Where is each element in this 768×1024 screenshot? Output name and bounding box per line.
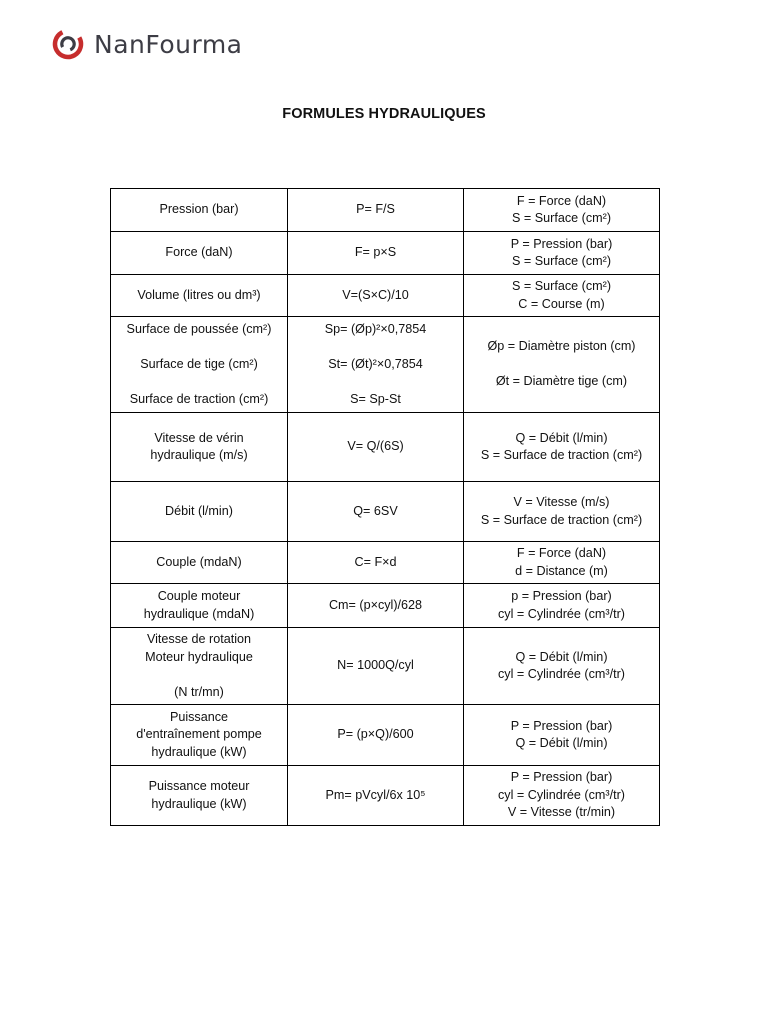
cell-text: S = Surface de traction (cm²) (480, 448, 643, 462)
cell-text: Cm= (p×cyl)/628 (328, 597, 423, 612)
cell-text: Pression (bar) (159, 202, 239, 217)
table-row (111, 189, 660, 232)
cell-text: cyl = Cylindrée (cm³/tr) (497, 667, 625, 681)
formula-cell (288, 317, 464, 413)
cell-text: Pm= pVcyl/6x 10⁵ (325, 787, 426, 802)
cell-text: C = Course (m) (518, 296, 605, 311)
cell-text: Q = Débit (l/min) (515, 649, 608, 664)
cell-text: Q = Débit (l/min) (515, 736, 608, 750)
cell-text: Puissance (169, 709, 229, 724)
page-title: FORMULES HYDRAULIQUES (282, 106, 486, 122)
table-row (111, 482, 660, 542)
quantity-cell (111, 317, 288, 413)
legend-cell (464, 275, 660, 317)
cell-text: St= (Øt)²×0,7854 (328, 356, 423, 371)
table-row (111, 232, 660, 275)
cell-text: S = Surface (cm²) (511, 211, 612, 225)
cell-text: P= (p×Q)/600 (337, 727, 414, 742)
cell-text: V = Vitesse (tr/min) (507, 805, 616, 820)
quantity-cell (111, 413, 288, 482)
formula-cell (288, 542, 464, 584)
legend-cell (464, 705, 660, 766)
cell-text: hydraulique (kW) (151, 796, 247, 811)
cell-text: V=(S×C)/10 (342, 287, 409, 302)
cell-text: Øp = Diamètre piston (cm) (487, 339, 636, 354)
quantity-cell (111, 705, 288, 766)
legend-cell (464, 232, 660, 275)
legend-cell (464, 584, 660, 628)
quantity-cell (111, 584, 288, 628)
cell-text: S = Surface (cm²) (511, 254, 612, 268)
cell-text: hydraulique (m/s) (150, 448, 248, 462)
formulas-table (110, 188, 660, 826)
cell-text: cyl = Cylindrée (cm³/tr) (497, 606, 625, 621)
legend-cell (464, 189, 660, 232)
cell-text: F = Force (daN) (516, 193, 607, 208)
legend-cell (464, 542, 660, 584)
cell-text: (N tr/mn) (174, 684, 224, 699)
formula-cell (288, 413, 464, 482)
cell-text: Vitesse de rotation (146, 632, 252, 646)
cell-text: Sp= (Øp)²×0,7854 (324, 321, 427, 336)
cell-text: Volume (litres ou dm³) (137, 287, 261, 302)
cell-text: Surface de traction (cm²) (129, 391, 269, 406)
quantity-cell (111, 189, 288, 232)
cell-text: p = Pression (bar) (511, 589, 612, 603)
cell-text: S= Sp-St (350, 391, 401, 406)
cell-text: Débit (l/min) (165, 503, 233, 518)
cell-text: Moteur hydraulique (145, 649, 253, 664)
formula-cell (288, 275, 464, 317)
cell-text: cyl = Cylindrée (cm³/tr) (497, 787, 625, 802)
cell-text: N= 1000Q/cyl (337, 658, 414, 673)
quantity-cell (111, 275, 288, 317)
cell-text: Vitesse de vérin (154, 430, 244, 445)
legend-cell (464, 317, 660, 413)
cell-text: P= F/S (356, 202, 395, 217)
legend-cell (464, 482, 660, 542)
cell-text: S = Surface de traction (cm²) (480, 512, 643, 527)
cell-text: V = Vitesse (m/s) (513, 495, 610, 509)
cell-text: Surface de poussée (cm²) (126, 321, 272, 336)
cell-text: d = Distance (m) (515, 563, 608, 578)
cell-text: S = Surface (cm²) (511, 279, 612, 293)
cell-text: P = Pression (bar) (510, 718, 613, 733)
cell-text: Q= 6SV (353, 503, 398, 518)
cell-text: C= F×d (354, 554, 397, 569)
table-row (111, 584, 660, 628)
formula-cell (288, 482, 464, 542)
quantity-cell (111, 766, 288, 826)
quantity-cell (111, 232, 288, 275)
cell-text: d'entraînement pompe (136, 727, 262, 742)
cell-text: P = Pression (bar) (510, 770, 613, 785)
formula-cell (288, 189, 464, 232)
cell-text: Øt = Diamètre tige (cm) (495, 374, 628, 389)
cell-text: Force (daN) (165, 245, 233, 260)
cell-text: Surface de tige (cm²) (140, 356, 258, 371)
cell-text: V= Q/(6S) (347, 439, 404, 454)
table-row (111, 705, 660, 766)
cell-text: F= p×S (354, 245, 397, 260)
formula-cell (288, 766, 464, 826)
cell-text: hydraulique (kW) (151, 744, 247, 759)
legend-cell (464, 413, 660, 482)
table-row (111, 766, 660, 826)
cell-text: F = Force (daN) (516, 546, 607, 560)
cell-text: Couple moteur (157, 589, 241, 603)
cell-text: Puissance moteur (148, 779, 250, 793)
cell-text: Q = Débit (l/min) (515, 430, 608, 445)
quantity-cell (111, 482, 288, 542)
nanfourma-logo-icon (52, 28, 84, 60)
formula-cell (288, 705, 464, 766)
cell-text: hydraulique (mdaN) (143, 606, 255, 621)
table-row (111, 275, 660, 317)
formula-cell (288, 584, 464, 628)
cell-text: Couple (mdaN) (156, 554, 242, 569)
table-row (111, 317, 660, 413)
brand-logo (52, 27, 243, 61)
cell-text: P = Pression (bar) (510, 236, 613, 251)
table-row (111, 628, 660, 705)
formula-cell (288, 628, 464, 705)
legend-cell (464, 766, 660, 826)
quantity-cell (111, 542, 288, 584)
quantity-cell (111, 628, 288, 705)
brand-name: NanFourma (94, 29, 243, 59)
table-row (111, 542, 660, 584)
legend-cell (464, 628, 660, 705)
formula-cell (288, 232, 464, 275)
table-row (111, 413, 660, 482)
